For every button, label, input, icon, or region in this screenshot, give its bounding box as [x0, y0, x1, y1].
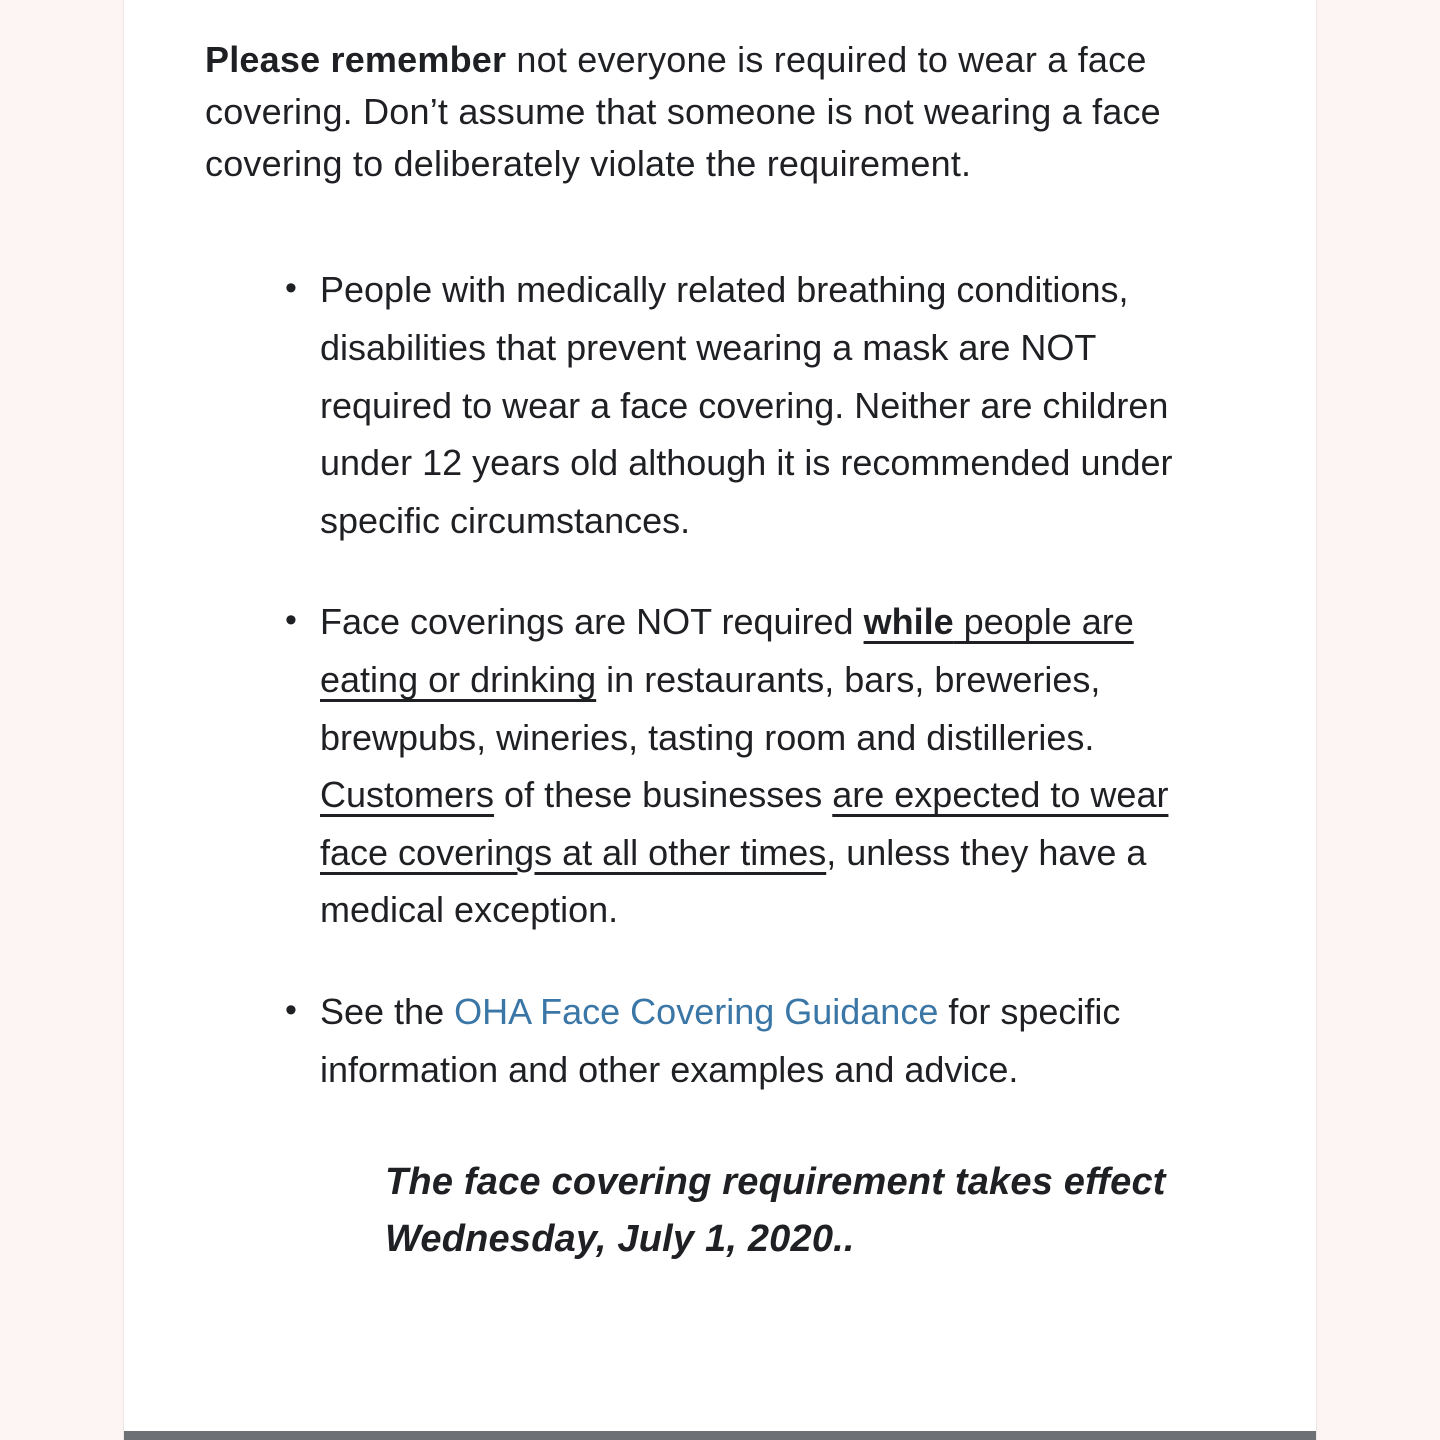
list-item-text — [320, 601, 1168, 930]
intro-paragraph — [205, 34, 1240, 189]
text-segment: See the — [320, 991, 455, 1033]
right-margin-strip — [1316, 0, 1440, 1440]
text-segment: Please remember — [205, 39, 507, 80]
text-segment: Face coverings are NOT required — [320, 601, 864, 643]
text-segment: not everyone is required to wear a face covering. Don’t assume that someone is not wearing a face covering to deliberately violate the requirement. — [205, 39, 1161, 184]
bullet-marker-icon: • — [285, 601, 297, 640]
list-item-text — [320, 991, 1120, 1090]
bullet-marker-icon: • — [285, 269, 297, 308]
bullet-marker-icon: • — [285, 991, 297, 1030]
list-item-medical-exception — [205, 261, 1225, 549]
text-segment: , unless they have a medical exception. — [320, 831, 1147, 931]
text-segment: People with medically related breathing conditions, disabilities that prevent wearing a mask are NOT required to wear a face covering. Neither are children under 12 years old although it is recommended under specific circumstances. — [320, 269, 1173, 541]
text-segment: for specific information and other examples and advice. — [320, 991, 1121, 1090]
list-item-oha-guidance — [205, 983, 1225, 1098]
document-content — [205, 34, 1240, 1268]
text-segment: while — [863, 601, 954, 643]
text-segment: of these businesses — [494, 774, 833, 816]
text-segment: people are eating or drinking — [320, 601, 1134, 701]
text-segment: Customers — [320, 774, 495, 816]
text-segment: are expected to wear face coverings at all other times — [320, 774, 1169, 873]
effective-date-note — [385, 1154, 1215, 1268]
bottom-divider — [124, 1431, 1316, 1440]
text-segment: in restaurants, bars, breweries, brewpubs, wineries, tasting room and distilleries. — [320, 659, 1101, 758]
exceptions-list — [205, 261, 1240, 1098]
left-margin-strip — [0, 0, 124, 1440]
oha-face-covering-guidance-link[interactable]: OHA Face Covering Guidance — [454, 991, 939, 1033]
text-segment: The face covering requirement takes effect Wednesday, July 1, 2020.. — [385, 1161, 1166, 1261]
list-item-eating-drinking-exception — [205, 593, 1225, 939]
list-item-text — [320, 269, 1173, 540]
